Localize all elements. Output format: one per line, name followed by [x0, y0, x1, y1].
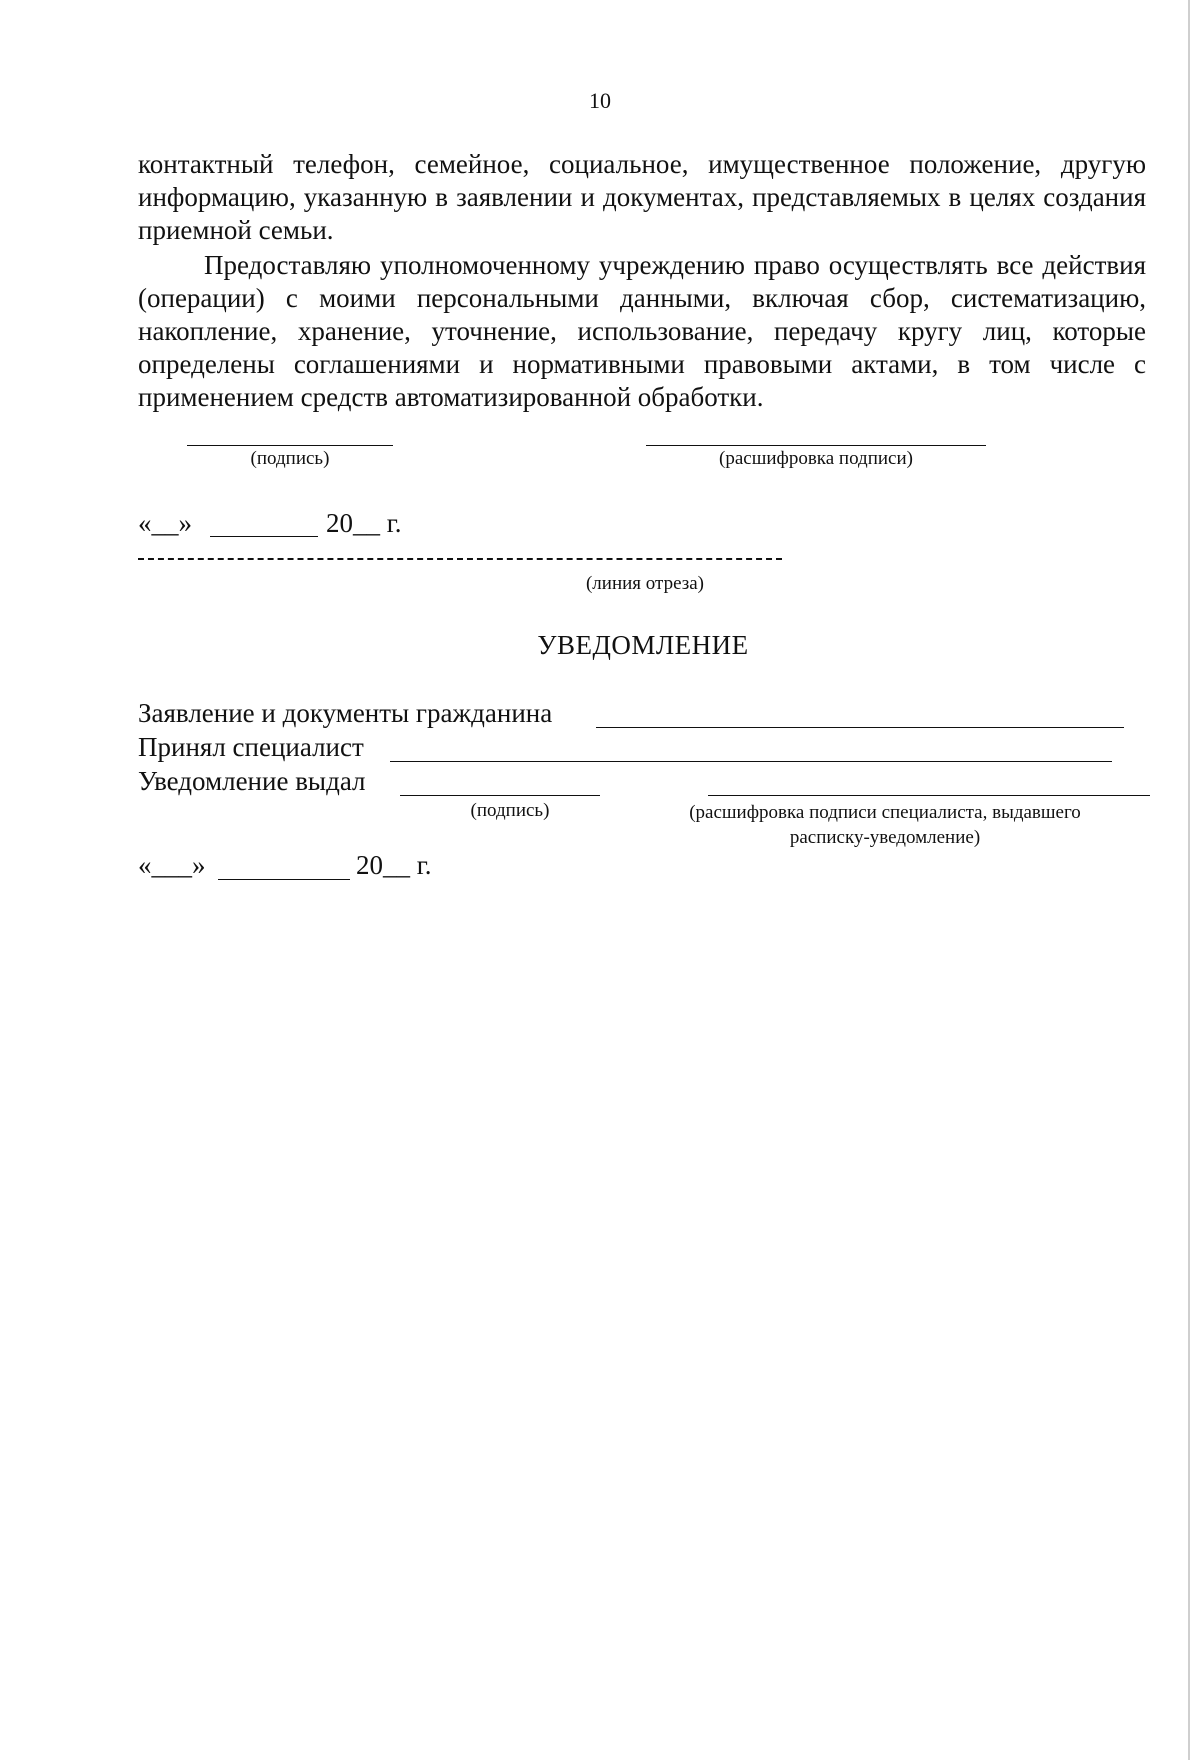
page-edge: [1188, 0, 1190, 1760]
issued-label: Уведомление выдал: [138, 766, 366, 796]
notice-signature-line[interactable]: [400, 795, 600, 796]
citizen-name-field[interactable]: [596, 727, 1124, 728]
date-year: 20__ г.: [326, 508, 402, 538]
notice-title: УВЕДОМЛЕНИЕ: [537, 630, 749, 660]
consent-paragraph-continuation: контактный телефон, семейное, социальное, имущественное положение, другую информацию, указанную в заявлении и документах, представляемых в целях создания приемной семьи.: [138, 149, 1146, 245]
cut-line-caption: (линия отреза): [585, 573, 705, 594]
docs-label: Заявление и документы гражданина: [138, 698, 553, 728]
signature-line[interactable]: [187, 445, 393, 446]
specialist-name-field[interactable]: [390, 761, 1112, 762]
notice-date-year: 20__ г.: [356, 850, 432, 880]
cut-line: [138, 558, 782, 560]
signature-decoding-line[interactable]: [646, 445, 986, 446]
consent-rights-paragraph: Предоставляю уполномоченному учреждению право осуществлять все действия (операции) с моими персональными данными, включая сбор, систематизацию, накопление, хранение, уточнение, использование, передачу кругу лиц, которые определены соглашениями и нормативными правовыми актами, в том числе с применением средств автоматизированной обработки.: [138, 250, 1146, 412]
signature-decoding-caption: (расшифровка подписи): [719, 448, 913, 469]
date-day: «__»: [138, 508, 192, 538]
notice-decoding-caption: (расшифровка подписи специалиста, выдавшего расписку-уведомление): [689, 802, 1081, 848]
notice-date-month-line[interactable]: [218, 879, 350, 880]
notice-signature-caption: (подпись): [470, 800, 550, 821]
notice-date-day: «___»: [138, 850, 206, 880]
accepted-label: Принял специалист: [138, 732, 364, 762]
date-month-line[interactable]: [210, 536, 318, 537]
page-number: 10: [589, 88, 611, 113]
notice-decoding-line[interactable]: [708, 795, 1150, 796]
signature-caption: (подпись): [250, 448, 330, 469]
